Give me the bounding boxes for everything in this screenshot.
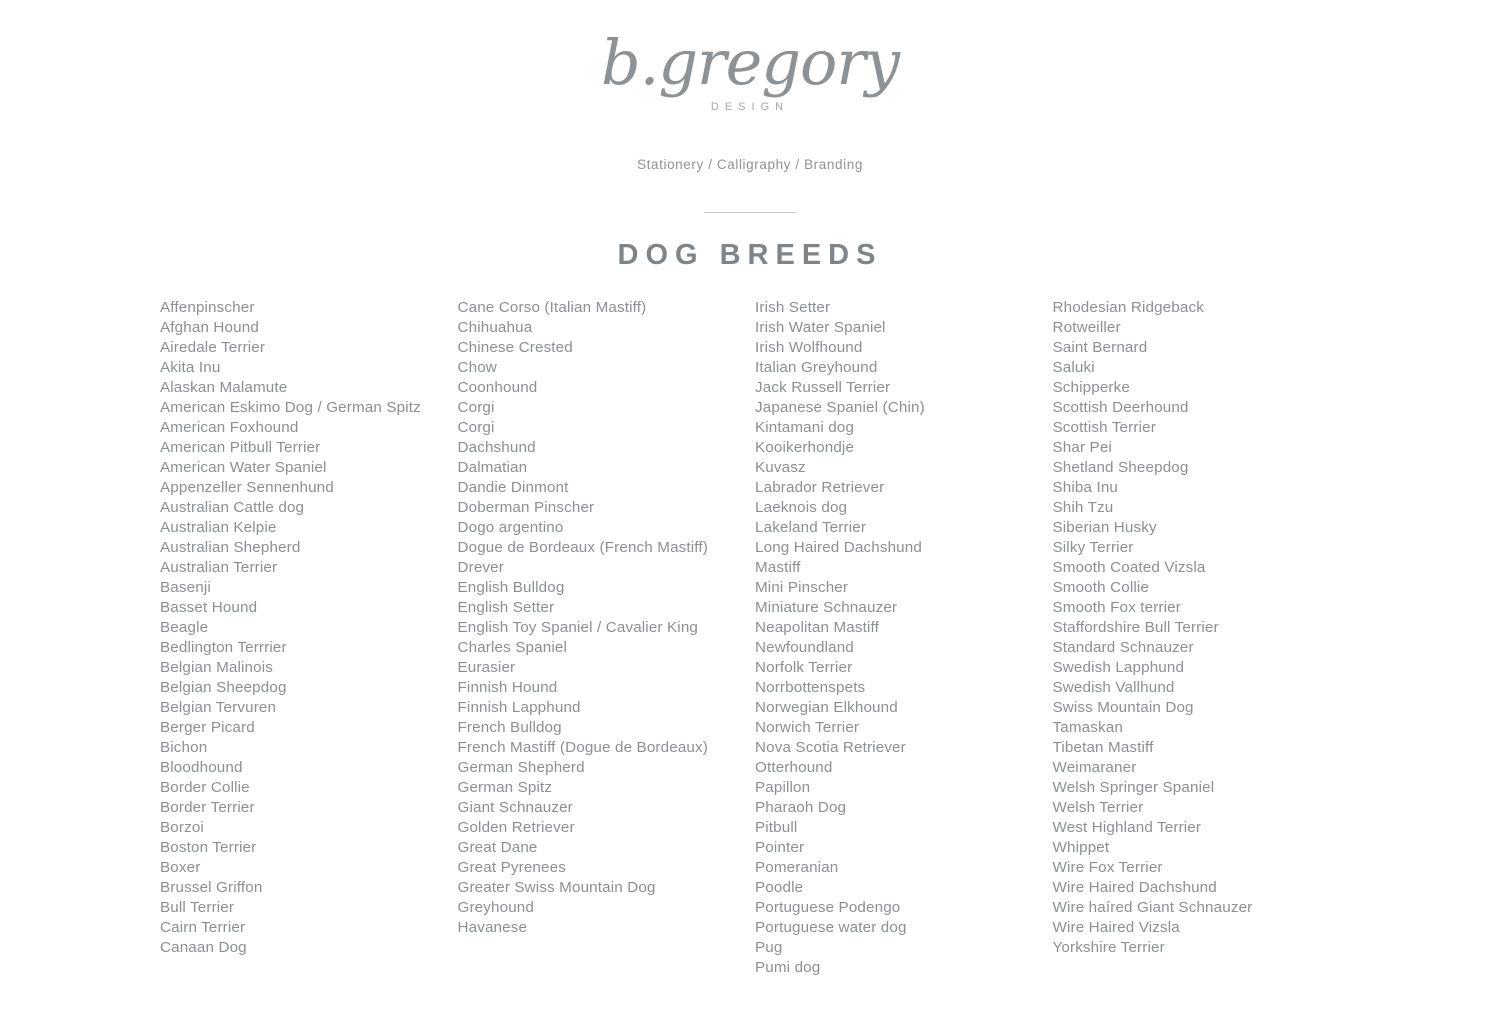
list-item: Swedish Lapphund — [1052, 659, 1185, 677]
list-item: Australian Shepherd — [160, 539, 301, 557]
list-item: Kuvasz — [755, 459, 806, 477]
section-divider — [704, 212, 796, 213]
list-item: Papillon — [755, 779, 811, 797]
list-item: Dandie Dinmont — [457, 479, 569, 497]
list-item: Tibetan Mastiff — [1052, 739, 1154, 757]
list-item: Dogo argentino — [457, 519, 564, 537]
list-item: Pumi dog — [755, 959, 821, 977]
list-item: Chihuahua — [457, 319, 533, 337]
list-item: French Bulldog — [457, 719, 562, 737]
list-item: Canaan Dog — [160, 939, 247, 957]
list-item: Corgi — [457, 399, 495, 417]
list-item: Smooth Collie — [1052, 579, 1149, 597]
list-item: Belgian Tervuren — [160, 699, 277, 717]
list-item: Chow — [457, 359, 497, 377]
list-item: Alaskan Malamute — [160, 379, 288, 397]
list-item: Chinese Crested — [457, 339, 573, 357]
list-item: Bichon — [160, 739, 208, 757]
list-item: Pharaoh Dog — [755, 799, 847, 817]
list-item: Belgian Sheepdog — [160, 679, 287, 697]
list-item: Cairn Terrier — [160, 919, 246, 937]
list-item: Borzoi — [160, 819, 204, 837]
list-item: Wire Haired Dachshund — [1052, 879, 1217, 897]
list-item: German Spitz — [457, 779, 553, 797]
list-item: Newfoundland — [755, 639, 854, 657]
list-item: Australian Kelpie — [160, 519, 277, 537]
list-item: Finnish Lapphund — [457, 699, 581, 717]
list-item: Finnish Hound — [457, 679, 558, 697]
list-item: Scottish Terrier — [1052, 419, 1156, 437]
list-item: Mastiff — [755, 559, 801, 577]
list-item: Wire Haired Vizsla — [1052, 919, 1180, 937]
list-item: American Foxhound — [160, 419, 299, 437]
list-item: Long Haired Dachshund — [755, 539, 922, 557]
list-item: Portuguese water dog — [755, 919, 907, 937]
breed-column-4 — [1053, 298, 1351, 958]
list-item: Whippet — [1052, 839, 1110, 857]
list-item: Greater Swiss Mountain Dog — [457, 879, 656, 897]
list-item: West Highland Terrier — [1052, 819, 1202, 837]
list-item: Lakeland Terrier — [755, 519, 867, 537]
list-item: Norrbottenspets — [755, 679, 866, 697]
list-item: Irish Setter — [755, 299, 831, 317]
list-item: Great Pyrenees — [457, 859, 566, 877]
list-item: American Pitbull Terrier — [160, 439, 321, 457]
list-item: Bloodhound — [160, 759, 243, 777]
list-item: Rotweiller — [1052, 319, 1121, 337]
breed-column-1 — [160, 298, 458, 958]
list-item: Pug — [755, 939, 783, 957]
list-item: Saint Bernard — [1052, 339, 1148, 357]
list-item: Bedlington Terrrier — [160, 639, 287, 657]
list-item: French Mastiff (Dogue de Bordeaux) — [457, 739, 708, 757]
list-item: American Eskimo Dog / German Spitz — [160, 399, 421, 417]
list-item: Kooikerhondje — [755, 439, 855, 457]
list-item: Basset Hound — [160, 599, 258, 617]
list-item: Irish Water Spaniel — [755, 319, 886, 337]
list-item: Siberian Husky — [1052, 519, 1157, 537]
list-item: Silky Terrier — [1052, 539, 1134, 557]
logo-subtitle: DESIGN — [710, 101, 790, 114]
list-item: Border Terrier — [160, 799, 255, 817]
list-item: Welsh Springer Spaniel — [1052, 779, 1215, 797]
list-item: Norwich Terrier — [755, 719, 860, 737]
list-item: Pointer — [755, 839, 805, 857]
page-title: DOG BREEDS — [617, 239, 883, 272]
list-item: Australian Terrier — [160, 559, 278, 577]
list-item: Appenzeller Sennenhund — [160, 479, 334, 497]
list-item: English Toy Spaniel / Cavalier King Charles Spaniel — [457, 619, 699, 657]
list-item: Welsh Terrier — [1052, 799, 1144, 817]
list-item: Great Dane — [457, 839, 538, 857]
list-item: Dogue de Bordeaux (French Mastiff) — [457, 539, 708, 557]
list-item: Weimaraner — [1052, 759, 1137, 777]
breed-column-2 — [458, 298, 756, 938]
list-item: Laeknois dog — [755, 499, 848, 517]
list-item: Shar Pei — [1052, 439, 1112, 457]
list-item: Dachshund — [457, 439, 536, 457]
list-item: American Water Spaniel — [160, 459, 327, 477]
list-item: Shiba Inu — [1052, 479, 1119, 497]
list-item: Berger Picard — [160, 719, 255, 737]
list-item: Boxer — [160, 859, 201, 877]
list-item: Poodle — [755, 879, 804, 897]
list-item: Tamaskan — [1052, 719, 1123, 737]
list-item: Australian Cattle dog — [160, 499, 305, 517]
list-item: Drever — [457, 559, 504, 577]
list-item: Nova Scotia Retriever — [755, 739, 906, 757]
list-item: Greyhound — [457, 899, 534, 917]
breed-columns — [0, 298, 1500, 978]
list-item: Standard Schnauzer — [1052, 639, 1194, 657]
list-item: English Bulldog — [457, 579, 565, 597]
list-item: Smooth Fox terrier — [1052, 599, 1181, 617]
list-item: Wire haíred Giant Schnauzer — [1052, 899, 1253, 917]
list-item: Scottish Deerhound — [1052, 399, 1189, 417]
list-item: Saluki — [1052, 359, 1095, 377]
list-item: Beagle — [160, 619, 209, 637]
list-item: Belgian Malinois — [160, 659, 273, 677]
list-item: Norfolk Terrier — [755, 659, 853, 677]
list-item: Miniature Schnauzer — [755, 599, 898, 617]
list-item: Golden Retriever — [457, 819, 575, 837]
list-item: Boston Terrier — [160, 839, 257, 857]
list-item: Japanese Spaniel (Chin) — [755, 399, 925, 417]
list-item: Labrador Retriever — [755, 479, 885, 497]
list-item: Dalmatian — [457, 459, 528, 477]
list-item: Jack Russell Terrier — [755, 379, 891, 397]
list-item: Corgi — [457, 419, 495, 437]
brand-tagline: Stationery / Calligraphy / Branding — [637, 157, 863, 173]
list-item: Pomeranian — [755, 859, 839, 877]
brand-logo — [0, 0, 1500, 113]
list-item: Swiss Mountain Dog — [1052, 699, 1194, 717]
list-item: Cane Corso (Italian Mastiff) — [457, 299, 647, 317]
list-item: Pitbull — [755, 819, 798, 837]
list-item: Yorkshire Terrier — [1052, 939, 1165, 957]
list-item: Italian Greyhound — [755, 359, 878, 377]
list-item: Bull Terrier — [160, 899, 235, 917]
list-item: Affenpinscher — [160, 299, 255, 317]
logo-script-text: b.gregory — [600, 26, 900, 99]
list-item: Neapolitan Mastiff — [755, 619, 879, 637]
breed-column-3 — [755, 298, 1053, 978]
list-item: Giant Schnauzer — [457, 799, 573, 817]
list-item: Rhodesian Ridgeback — [1052, 299, 1204, 317]
list-item: Airedale Terrier — [160, 339, 266, 357]
list-item: Doberman Pinscher — [457, 499, 595, 517]
list-item: Coonhound — [457, 379, 538, 397]
list-item: Havanese — [457, 919, 528, 937]
list-item: Staffordshire Bull Terrier — [1052, 619, 1219, 637]
list-item: Otterhound — [755, 759, 833, 777]
list-item: English Setter — [457, 599, 555, 617]
list-item: Mini Pinscher — [755, 579, 849, 597]
list-item: Akita Inu — [160, 359, 221, 377]
list-item: Basenji — [160, 579, 211, 597]
list-item: Brussel Griffon — [160, 879, 263, 897]
list-item: Shetland Sheepdog — [1052, 459, 1189, 477]
list-item: Border Collie — [160, 779, 250, 797]
list-item: Wire Fox Terrier — [1052, 859, 1163, 877]
list-item: Norwegian Elkhound — [755, 699, 898, 717]
list-item: Irish Wolfhound — [755, 339, 863, 357]
list-item: Schipperke — [1052, 379, 1130, 397]
list-item: Kintamani dog — [755, 419, 855, 437]
list-item: Shih Tzu — [1052, 499, 1114, 517]
list-item: Smooth Coated Vizsla — [1052, 559, 1206, 577]
list-item: Swedish Vallhund — [1052, 679, 1175, 697]
list-item: Eurasier — [457, 659, 516, 677]
list-item: Portuguese Podengo — [755, 899, 901, 917]
list-item: German Shepherd — [457, 759, 585, 777]
list-item: Afghan Hound — [160, 319, 259, 337]
